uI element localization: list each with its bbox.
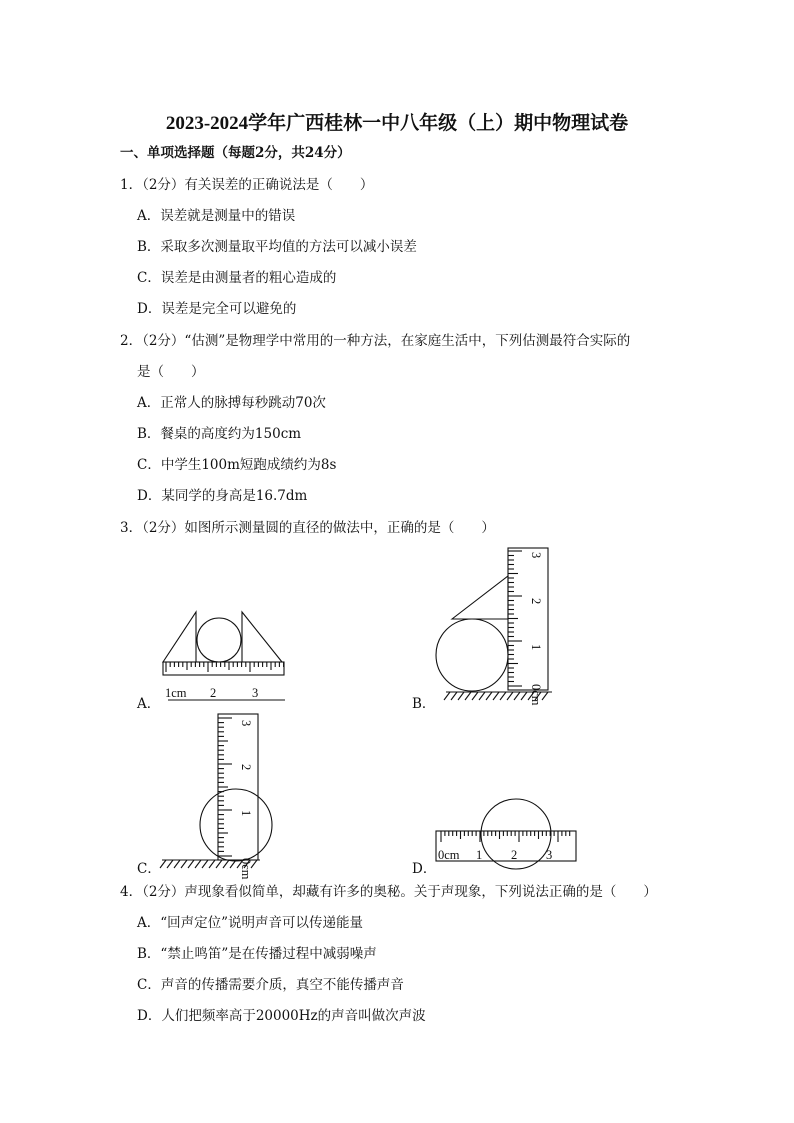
ruler-tick [444, 692, 450, 700]
q3-figure-d [434, 798, 584, 868]
fig-c-tick-label: 3 [239, 720, 253, 727]
q2-option-c[interactable]: C．中学生100m短跑成绩约为8s [137, 457, 337, 473]
q2-option-a[interactable]: A．正常人的脉搏每秒跳动70次 [137, 395, 326, 411]
fig-a-tick-label: 2 [210, 686, 217, 700]
ruler-tick [174, 860, 180, 868]
q3-figure-a [160, 600, 290, 705]
fig-b-tick-label: 2 [529, 598, 543, 605]
ruler-tick [486, 692, 492, 700]
ruler-tick [202, 860, 208, 868]
fig-d-tick-label: 1 [476, 848, 483, 862]
fig-a-tick-label: 3 [252, 686, 259, 700]
page-title: 2023-2024学年广西桂林一中八年级（上）期中物理试卷 [165, 113, 629, 134]
ruler-tick [465, 692, 471, 700]
fig-d-tick-label: 0cm [438, 848, 460, 862]
fig-c-tick-label: 0cm [239, 858, 253, 880]
section-heading: 一、单项选择题（每题2分，共24分） [120, 145, 351, 161]
ruler-tick [514, 692, 520, 700]
fig-b-tick-label: 1 [529, 644, 543, 651]
ruler-tick [181, 860, 187, 868]
ruler-tick [160, 860, 166, 868]
fig-d-tick-label: 2 [511, 848, 518, 862]
ruler-tick [195, 860, 201, 868]
ruler-tick [167, 860, 173, 868]
q3-stem: 3．（2分）如图所示测量圆的直径的做法中，正确的是（ ） [120, 520, 495, 536]
ruler-tick [472, 692, 478, 700]
q3-figure-d-label[interactable]: D． [412, 861, 437, 877]
q2-option-d[interactable]: D．某同学的身高是16.7dm [137, 488, 308, 504]
ruler-tick [507, 692, 513, 700]
ruler-tick [521, 692, 527, 700]
ruler-tick [451, 692, 457, 700]
ruler-tick [458, 692, 464, 700]
q4-stem: 4．（2分）声现象看似简单，却藏有许多的奥秘。关于声现象，下列说法正确的是（ ） [120, 884, 657, 900]
q4-option-b[interactable]: B．“禁止鸣笛”是在传播过程中减弱噪声 [137, 946, 377, 962]
ruler-tick [223, 860, 229, 868]
fig-b-tick-label: 0cm [529, 684, 543, 706]
q2-stem-line1: 2．（2分）“估测”是物理学中常用的一种方法，在家庭生活中，下列估测最符合实际的 [120, 333, 631, 349]
q1-option-d[interactable]: D．误差是完全可以避免的 [137, 301, 297, 317]
ruler-tick [500, 692, 506, 700]
q3-figure-c-label[interactable]: C． [137, 861, 161, 877]
q1-stem: 1．（2分）有关误差的正确说法是（ ） [120, 177, 374, 193]
ruler-tick [188, 860, 194, 868]
ruler-tick [479, 692, 485, 700]
q3-figure-b-label[interactable]: B． [412, 696, 436, 712]
ruler-tick [216, 860, 222, 868]
fig-c-tick-label: 1 [239, 810, 253, 817]
q1-option-b[interactable]: B．采取多次测量取平均值的方法可以减小误差 [137, 239, 417, 255]
fig-d-tick-label: 3 [546, 848, 553, 862]
q2-stem-line2: 是（ ） [137, 364, 205, 380]
q4-option-c[interactable]: C．声音的传播需要介质，真空不能传播声音 [137, 977, 404, 993]
q1-option-c[interactable]: C．误差是由测量者的粗心造成的 [137, 270, 337, 286]
ruler-tick [493, 692, 499, 700]
q2-option-b[interactable]: B．餐桌的高度约为150cm [137, 426, 302, 442]
q1-option-a[interactable]: A．误差就是测量中的错误 [137, 208, 296, 224]
ruler-tick [209, 860, 215, 868]
q3-figure-a-label[interactable]: A． [137, 696, 161, 712]
q3-figure-b [432, 546, 562, 706]
q4-option-d[interactable]: D．人们把频率高于20000Hz的声音叫做次声波 [137, 1008, 426, 1024]
q3-figure-c [160, 712, 300, 880]
fig-a-tick-label: 1cm [165, 686, 187, 700]
q4-option-a[interactable]: A．“回声定位”说明声音可以传递能量 [137, 915, 364, 931]
fig-b-tick-label: 3 [529, 552, 543, 559]
fig-c-tick-label: 2 [239, 764, 253, 771]
